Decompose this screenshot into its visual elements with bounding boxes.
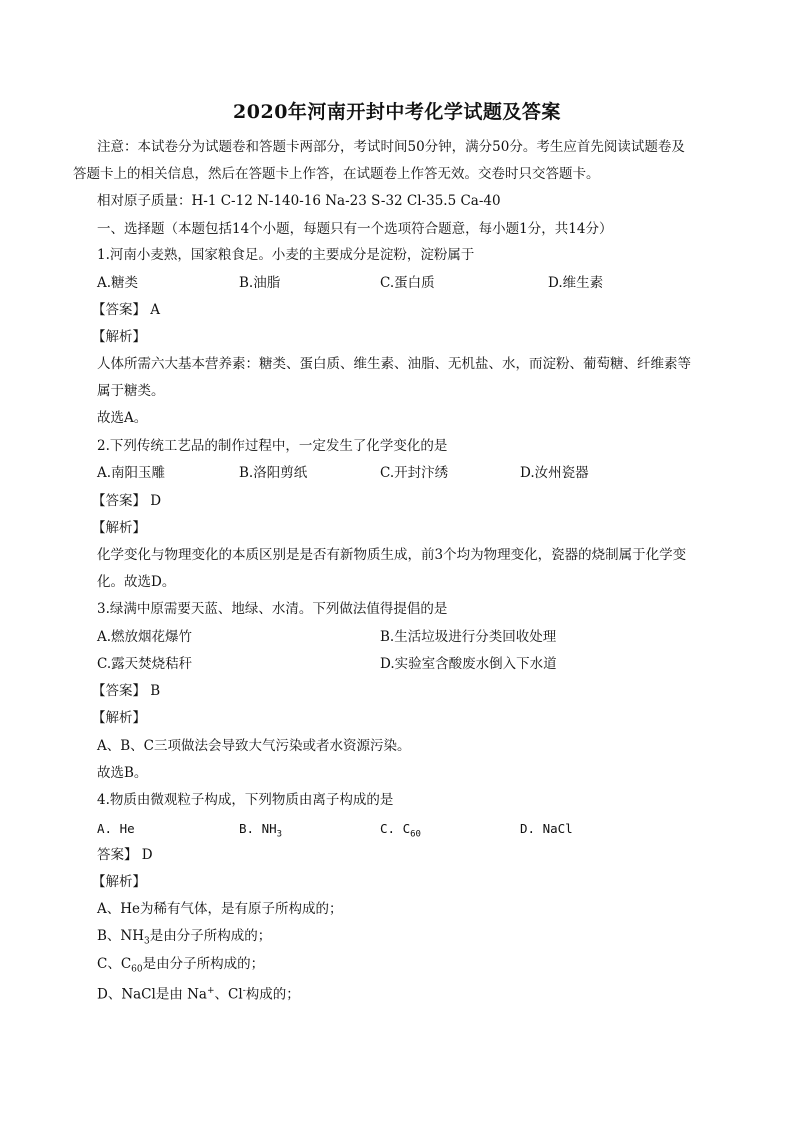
q3-conclusion: 故选B。 (97, 765, 148, 781)
section-heading: 一、选择题（本题包括14个小题，每题只有一个选项符合题意，每小题1分，共14分） (97, 221, 613, 237)
q2-analysis-line-1: 化学变化与物理变化的本质区别是是否有新物质生成，前3个均为物理变化，瓷器的烧制属于化学变 (97, 547, 687, 563)
q4-option-c-text: C. C (380, 821, 411, 836)
q4-line-d-mid: 、Cl (214, 986, 243, 1003)
q4-option-b (239, 820, 282, 844)
q2-answer: 【答案】 D (92, 493, 162, 509)
q4-line-b-subscript: 3 (144, 936, 150, 947)
q4-stem: 4.物质由微观粒子构成，下列物质由离子构成的是 (97, 792, 394, 808)
q4-analysis-line-b (97, 927, 271, 951)
q4-line-c-subscript: 60 (131, 964, 143, 975)
q4-option-c (380, 820, 421, 844)
q4-analysis-line-c (97, 955, 264, 979)
q4-analysis-label: 【解析】 (92, 874, 146, 890)
q4-line-c-text: C、C (97, 956, 132, 972)
q4-line-c-rest: 是由分子所构成的； (142, 956, 265, 972)
q4-option-a: A. He (97, 821, 135, 836)
q2-stem: 2.下列传统工艺品的制作过程中，一定发生了化学变化的是 (97, 438, 448, 454)
q1-analysis-line-1: 人体所需六大基本营养素：糖类、蛋白质、维生素、油脂、无机盐、水，而淀粉、葡萄糖、纤维素等 (97, 356, 691, 372)
q2-analysis-line-2: 化。故选D。 (97, 574, 176, 590)
q3-answer: 【答案】 B (92, 683, 161, 699)
q3-option-c: C.露天焚烧秸秆 (97, 656, 193, 672)
q3-option-b: B.生活垃圾进行分类回收处理 (380, 629, 557, 645)
q1-analysis-line-2: 属于糖类。 (97, 383, 165, 399)
q3-analysis-label: 【解析】 (92, 710, 146, 726)
atomic-mass-line: 相对原子质量：H-1 C-12 N-140-16 Na-23 S-32 Cl-35.5 Ca-40 (97, 193, 501, 209)
q1-option-b: B.油脂 (239, 275, 281, 291)
q3-option-a: A.燃放烟花爆竹 (97, 629, 193, 645)
q1-option-c: C.蛋白质 (380, 275, 435, 291)
q1-stem: 1.河南小麦熟，国家粮食足。小麦的主要成分是淀粉，淀粉属于 (97, 247, 475, 263)
notice-line-1: 注意：本试卷分为试题卷和答题卡两部分，考试时间50分钟，满分50分。考生应首先阅读试题卷及 (97, 139, 685, 155)
q2-option-c: C.开封汴绣 (380, 465, 449, 481)
q1-option-d: D.维生素 (548, 275, 604, 291)
q4-answer: 答案】 D (97, 847, 153, 863)
q4-analysis-line-d (97, 982, 300, 1004)
q4-analysis-line-a: A、He为稀有气体，是有原子所构成的； (97, 901, 343, 917)
q4-line-d-text: D、NaCl是由 Na (97, 986, 207, 1003)
q4-option-c-subscript: 60 (410, 829, 421, 840)
q3-option-d: D.实验室含酸废水倒入下水道 (380, 656, 557, 672)
q4-line-d-superscript-1: + (206, 986, 215, 996)
q1-conclusion: 故选A。 (97, 410, 148, 426)
notice-line-2: 答题卡上的相关信息，然后在答题卡上作答，在试题卷上作答无效。交卷时只交答题卡。 (73, 166, 600, 182)
q1-answer: 【答案】 A (92, 302, 161, 318)
q4-option-b-subscript: 3 (276, 829, 283, 840)
q4-line-d-rest: 构成的； (245, 986, 300, 1003)
q4-option-d: D. NaCl (520, 821, 573, 836)
q4-line-b-text: B、NH (97, 928, 145, 944)
q1-analysis-label: 【解析】 (92, 329, 146, 345)
q2-analysis-label: 【解析】 (92, 520, 146, 536)
q2-option-d: D.汝州瓷器 (520, 465, 589, 481)
q3-stem: 3.绿满中原需要天蓝、地绿、水清。下列做法值得提倡的是 (97, 601, 448, 617)
q2-option-a: A.南阳玉雕 (97, 465, 166, 481)
page-title: 2020年河南开封中考化学试题及答案 (233, 101, 561, 123)
q4-option-b-text: B. NH (239, 821, 277, 836)
q1-option-a: A.糖类 (97, 275, 139, 291)
q2-option-b: B.洛阳剪纸 (239, 465, 308, 481)
q3-analysis-line-1: A、B、C三项做法会导致大气污染或者水资源污染。 (97, 738, 411, 754)
q4-line-b-rest: 是由分子所构成的； (149, 928, 272, 944)
q4-line-d-superscript-2: - (242, 986, 246, 996)
